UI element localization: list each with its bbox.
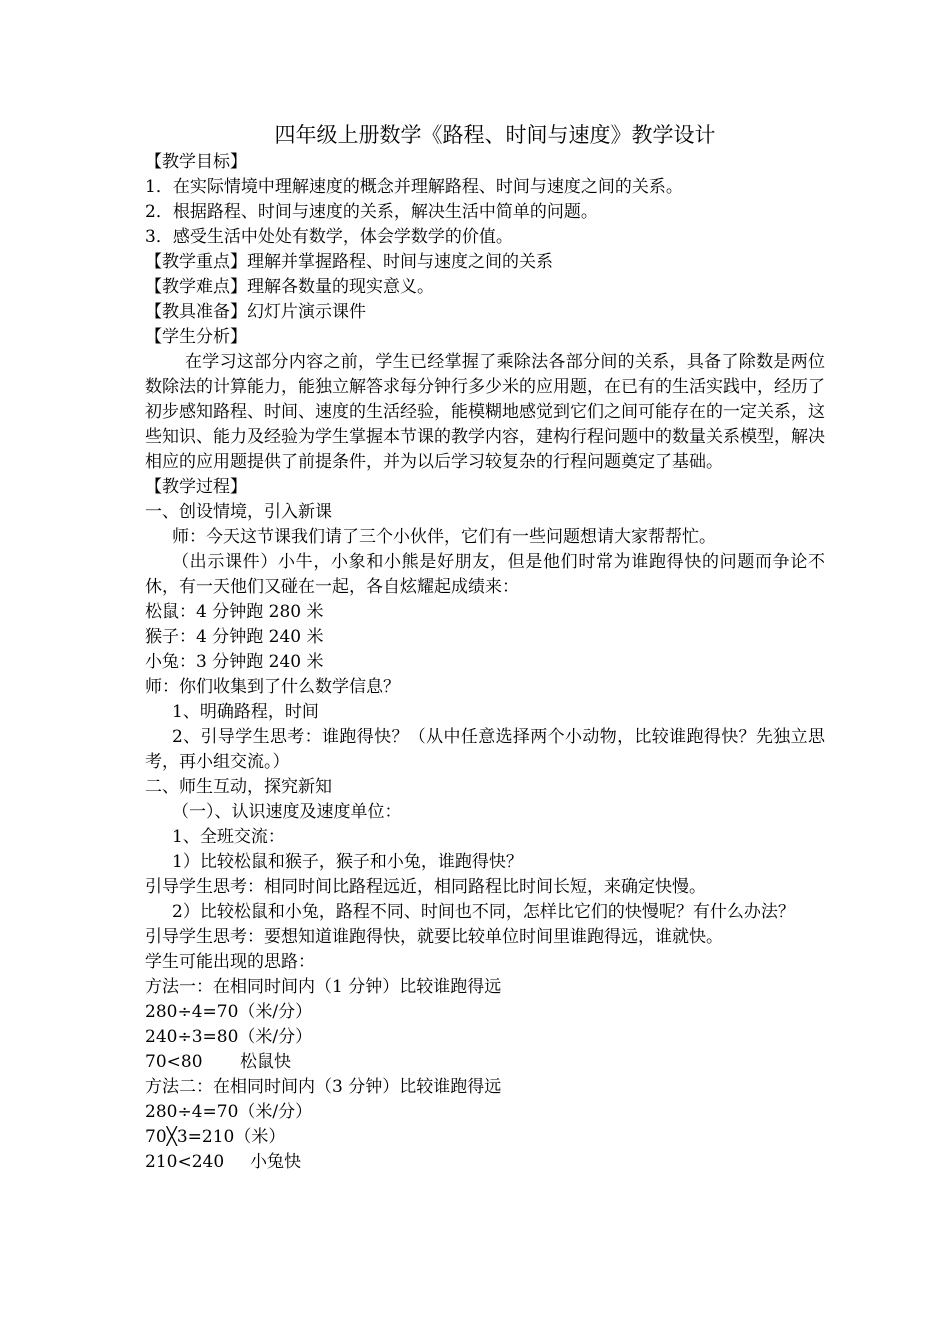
objective-item: 3．感受生活中处处有数学，体会学数学的价值。 — [145, 227, 513, 247]
document-page — [145, 120, 825, 1175]
sub1-heading: （一）、认识速度及速度单位： — [172, 802, 402, 822]
method-2-compare-expr: 210<240 — [145, 1152, 225, 1172]
document-title: 四年级上册数学《路程、时间与速度》教学设计 — [274, 123, 716, 147]
courseware-paragraph: （出示课件）小牛，小象和小熊是好朋友，但是他们时常为谁跑得快的问题而争论不休，有一天他们又碰在一起，各自炫耀起成绩来： — [145, 552, 825, 597]
process-heading: 【教学过程】 — [145, 477, 247, 497]
guide-2: 引导学生思考：要想知道谁跑得快，就要比较单位时间里谁跑得远，谁就快。 — [145, 927, 723, 947]
record-item: 小兔：3 分钟跑 240 米 — [145, 652, 324, 672]
difficulty: 【教学难点】理解各数量的现实意义。 — [145, 277, 434, 297]
method-2-result: 小兔快 — [250, 1152, 301, 1172]
method-1-result: 松鼠快 — [240, 1052, 291, 1072]
method-1-compare-expr: 70<80 — [145, 1052, 203, 1072]
materials: 【教具准备】幻灯片演示课件 — [145, 302, 366, 322]
method-2-compare — [145, 1150, 825, 1175]
method-1-compare — [145, 1050, 825, 1075]
method-2-calc-2: 70╳3=210（米） — [145, 1127, 286, 1147]
teacher-question: 师：你们收集到了什么数学信息？ — [145, 677, 400, 697]
method-1-calc-1: 280÷4=70（米/分） — [145, 1002, 313, 1022]
step-2: 2、引导学生思考：谁跑得快？（从中任意选择两个小动物，比较谁跑得快？先独立思考，再小组交流。） — [145, 727, 825, 772]
objective-item: 1．在实际情境中理解速度的概念并理解路程、时间与速度之间的关系。 — [145, 177, 683, 197]
compare-2: 2）比较松鼠和小兔，路程不同、时间也不同，怎样比它们的快慢呢？有什么办法？ — [172, 902, 795, 922]
method-1-calc-2: 240÷3=80（米/分） — [145, 1027, 313, 1047]
method-2-calc-1: 280÷4=70（米/分） — [145, 1102, 313, 1122]
objective-item: 2．根据路程、时间与速度的关系，解决生活中简单的问题。 — [145, 202, 598, 222]
student-analysis-heading: 【学生分析】 — [145, 327, 247, 347]
class-exchange: 1、全班交流： — [172, 827, 285, 847]
method-2: 方法二：在相同时间内（3 分钟）比较谁跑得远 — [145, 1077, 502, 1097]
teacher-intro: 师：今天这节课我们请了三个小伙伴，它们有一些问题想请大家帮帮忙。 — [172, 527, 716, 547]
method-1: 方法一：在相同时间内（1 分钟）比较谁跑得远 — [145, 977, 502, 997]
compare-1: 1）比较松鼠和猴子，猴子和小兔，谁跑得快？ — [172, 852, 523, 872]
step-1: 1、明确路程，时间 — [172, 702, 319, 722]
objectives-heading: 【教学目标】 — [145, 152, 247, 172]
key-point: 【教学重点】理解并掌握路程、时间与速度之间的关系 — [145, 252, 553, 272]
part1-heading: 一、创设情境，引入新课 — [145, 502, 332, 522]
guide-1: 引导学生思考：相同时间比路程远近，相同路程比时间长短，来确定快慢。 — [145, 877, 706, 897]
record-item: 猴子：4 分钟跑 240 米 — [145, 627, 324, 647]
part2-heading: 二、师生互动，探究新知 — [145, 777, 332, 797]
student-analysis-paragraph: 在学习这部分内容之前，学生已经掌握了乘除法各部分间的关系，具备了除数是两位数除法的计算能力，能独立解答求每分钟行多少米的应用题，在已有的生活实践中，经历了初步感知路程、时间、速度的生活经验，能模糊地感觉到它们之间可能存在的一定关系，这些知识、能力及经验为学生掌握本节课的教学内容，建构行程问题中的数量关系模型，解决相应的应用题提供了前提条件，并为以后学习较复杂的行程问题奠定了基础。 — [145, 352, 825, 472]
record-item: 松鼠：4 分钟跑 280 米 — [145, 602, 324, 622]
possible-ideas: 学生可能出现的思路： — [145, 952, 315, 972]
